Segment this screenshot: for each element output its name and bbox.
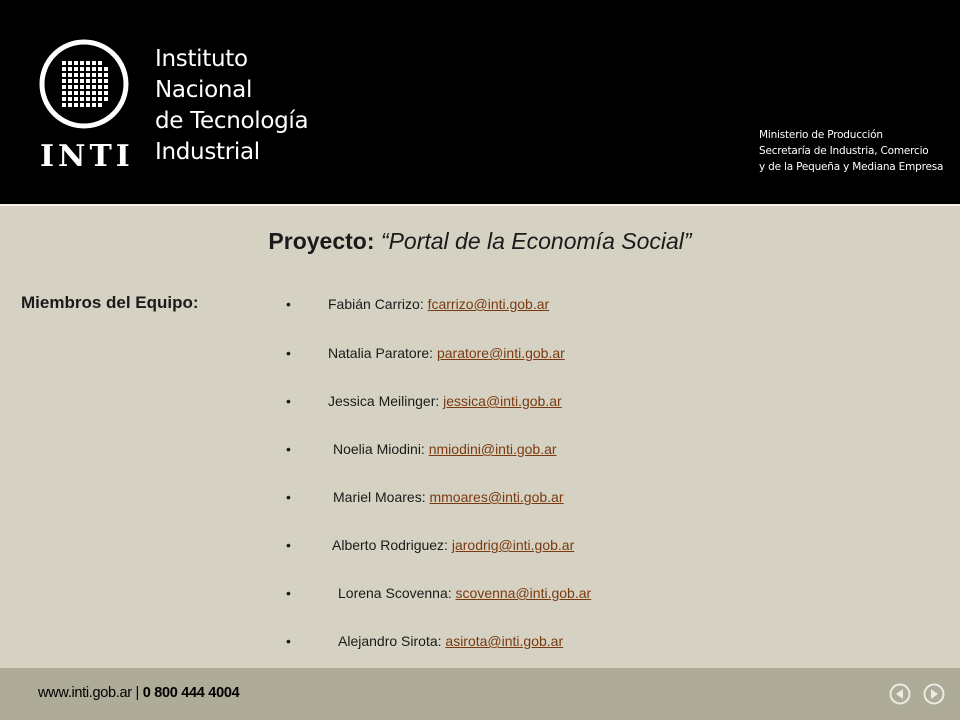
footer-separator: | — [131, 685, 143, 701]
member-email-link[interactable]: jessica@inti.gob.ar — [443, 393, 562, 409]
footer-contact — [38, 685, 239, 701]
member-name: Lorena Scovenna: — [338, 585, 456, 601]
footer-phone: 0 800 444 4004 — [142, 685, 240, 701]
member-text — [328, 294, 549, 314]
member-name: Alberto Rodriguez: — [332, 537, 452, 553]
inti-logo-icon — [38, 38, 130, 130]
member-email-link[interactable]: scovenna@inti.gob.ar — [455, 585, 592, 601]
header-banner — [0, 0, 960, 204]
logo-wordmark: INTI — [40, 139, 134, 174]
member-email-link[interactable]: fcarrizo@inti.gob.ar — [427, 296, 550, 312]
member-email-link[interactable]: mmoares@inti.gob.ar — [429, 489, 564, 505]
ministry-line: Ministerio de Producción — [759, 129, 883, 141]
institute-line: de Tecnología — [155, 108, 309, 134]
ministry-line: y de la Pequeña y Mediana Empresa — [759, 161, 944, 173]
member-text — [338, 583, 591, 603]
footer-bar — [0, 668, 960, 720]
member-name: Noelia Miodini: — [333, 441, 429, 457]
member-text — [333, 487, 564, 507]
member-text — [332, 535, 574, 555]
header-divider — [0, 204, 960, 206]
bullet-icon: • — [286, 345, 291, 361]
member-text — [328, 391, 562, 411]
arrow-right-circle-icon[interactable] — [923, 683, 945, 705]
institute-name — [155, 44, 308, 168]
member-email-link[interactable]: jarodrig@inti.gob.ar — [451, 537, 575, 553]
member-name: Fabián Carrizo: — [328, 296, 428, 312]
member-email-link[interactable]: asirota@inti.gob.ar — [445, 633, 564, 649]
bullet-icon: • — [286, 585, 291, 601]
institute-line: Industrial — [155, 139, 260, 165]
bullet-icon: • — [286, 489, 291, 505]
bullet-icon: • — [286, 633, 291, 649]
project-name: “Portal de la Economía Social” — [380, 228, 692, 254]
ministry-name — [759, 127, 943, 175]
member-text — [333, 439, 557, 459]
institute-line: Instituto — [155, 46, 248, 72]
bullet-icon: • — [286, 537, 291, 553]
team-label: Miembros del Equipo: — [21, 293, 199, 312]
footer-website[interactable]: www.inti.gob.ar — [38, 685, 132, 701]
member-email-link[interactable]: paratore@inti.gob.ar — [436, 345, 565, 361]
bullet-icon: • — [286, 296, 291, 312]
member-text — [328, 343, 565, 363]
bullet-icon: • — [286, 393, 291, 409]
member-name: Alejandro Sirota: — [338, 633, 446, 649]
arrow-left-circle-icon[interactable] — [889, 683, 911, 705]
member-name: Mariel Moares: — [333, 489, 430, 505]
institute-line: Nacional — [155, 77, 253, 103]
ministry-line: Secretaría de Industria, Comercio — [759, 145, 929, 157]
member-name: Natalia Paratore: — [328, 345, 437, 361]
member-text — [338, 631, 563, 651]
page-title — [0, 228, 960, 255]
title-label: Proyecto: — [268, 228, 375, 254]
member-name: Jessica Meilinger: — [328, 393, 444, 409]
member-email-link[interactable]: nmiodini@inti.gob.ar — [428, 441, 557, 457]
bullet-icon: • — [286, 441, 291, 457]
